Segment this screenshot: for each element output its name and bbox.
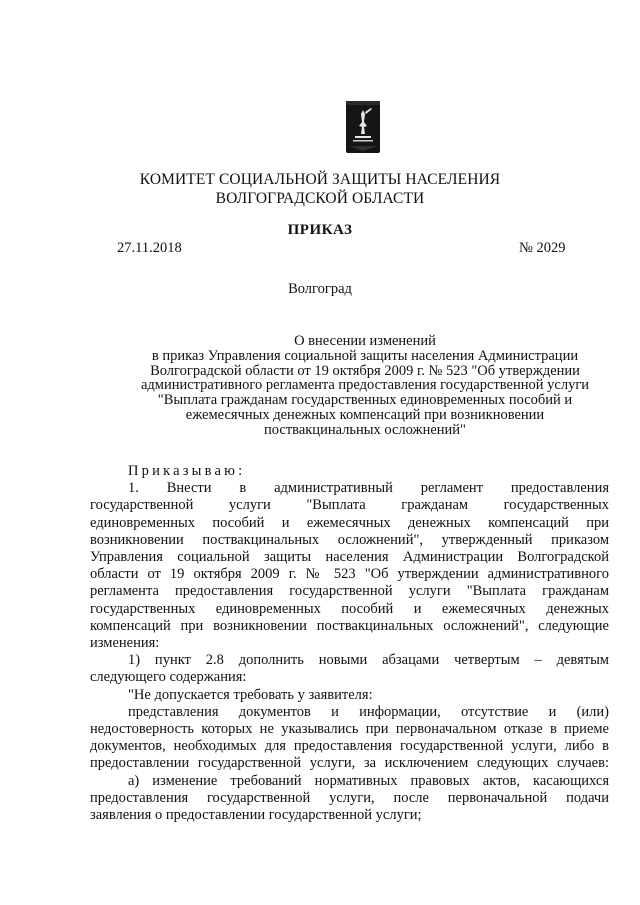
body-line: а) изменение требований нормативных правовых актов, касающихся: [128, 772, 609, 789]
body-line: заявления о предоставлении государственной услуги;: [90, 807, 422, 824]
document-body: [90, 463, 609, 824]
body-line: государственной услуги "Выплата гражданам государственных: [90, 497, 609, 514]
title-line: Волгоградской области от 19 октября 2009 г. № 523 "Об утверждении: [150, 362, 580, 379]
document-date: 27.11.2018: [117, 240, 182, 256]
body-line: государственных единовременных пособий и ежемесячных денежных: [90, 600, 609, 617]
title-line: "Выплата гражданам государственных единовременных пособий и: [157, 392, 573, 409]
body-line: предоставления государственной услуги, после первоначальной подачи: [90, 789, 609, 806]
title-line: поствакцинальных осложнений": [264, 421, 466, 438]
title-line: административного регламента предоставления государственной услуги: [140, 377, 590, 394]
body-line: изменения:: [90, 635, 160, 652]
title-line: О внесении изменений: [294, 333, 436, 349]
document-number: № 2029: [519, 240, 566, 256]
body-line: Управления социальной защиты населения Администрации Волгоградской: [90, 549, 609, 566]
body-line: документов, необходимых для предоставления государственной услуги, либо в: [90, 738, 609, 755]
org-name-line-2: ВОЛГОГРАДСКОЙ ОБЛАСТИ: [215, 190, 425, 207]
org-name-line-1: КОМИТЕТ СОЦИАЛЬНОЙ ЗАЩИТЫ НАСЕЛЕНИЯ: [139, 171, 501, 188]
body-line: "Не допускается требовать у заявителя:: [128, 686, 373, 703]
prikazyvayu-label: Приказываю:: [128, 463, 246, 479]
body-line: представления документов и информации, отсутствие и (или): [128, 703, 609, 720]
title-line: в приказ Управления социальной защиты населения Администрации: [151, 347, 579, 364]
body-line: компенсаций при возникновении поствакцинальных осложнений", следующие: [90, 617, 609, 634]
body-line: возникновении поствакцинальных осложнений", утвержденный приказом: [90, 531, 609, 548]
coat-of-arms-icon: [345, 100, 381, 154]
body-line: 1) пункт 2.8 дополнить новыми абзацами четвертым – девятым: [128, 652, 609, 669]
title-line: ежемесячных денежных компенсаций при возникновении: [185, 406, 545, 423]
document-title: [130, 334, 600, 438]
document-city: Волгоград: [288, 281, 352, 297]
body-line: 1. Внести в административный регламент предоставления: [128, 480, 609, 497]
body-line: единовременных пособий и ежемесячных денежных компенсаций при: [90, 514, 609, 531]
body-line: предоставлении государственной услуги, за исключением следующих случаев:: [90, 755, 609, 772]
body-line: области от 19 октября 2009 г. № 523 "Об утверждении административного: [90, 566, 609, 583]
body-line: регламента предоставления государственной услуги "Выплата гражданам: [90, 583, 609, 600]
document-type: ПРИКАЗ: [287, 222, 353, 238]
body-line: недостоверность которых не указывались при первоначальном отказе в приеме: [90, 721, 609, 738]
body-line: следующего содержания:: [90, 669, 247, 686]
